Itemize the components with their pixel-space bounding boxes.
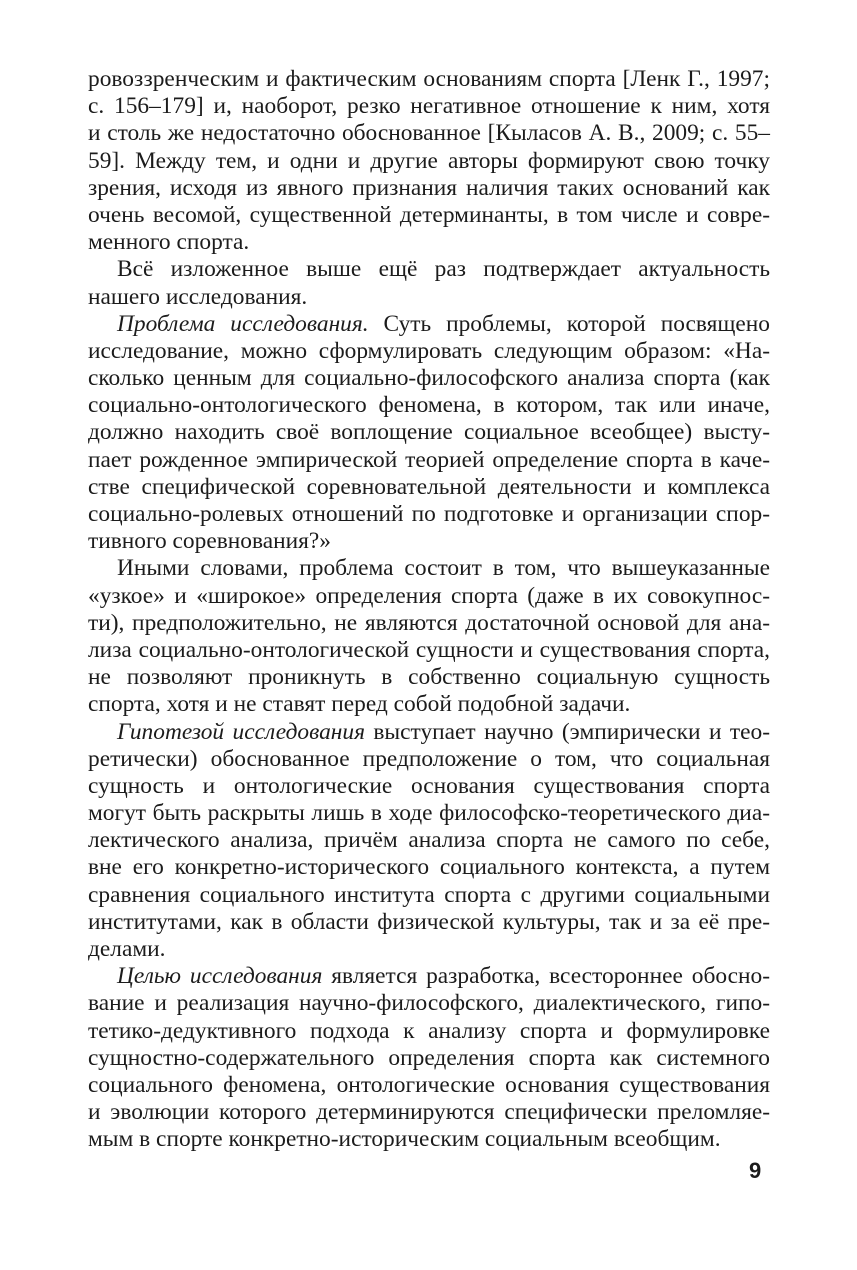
- text-line: ретически) обоснованное предположение о том, что социальная: [88, 745, 770, 772]
- text-line: вне его конкретно-исторического социального контекста, а путем: [88, 854, 770, 881]
- text-line: социального феномена, онтологические основания существования: [88, 1071, 770, 1098]
- text-run: выступает научно (эмпирически и тео-: [364, 718, 770, 745]
- page-number: 9: [749, 1158, 762, 1183]
- text-line: сколько ценным для социально-философского анализа спорта (как: [88, 365, 770, 392]
- text-line: спорта, хотя и не ставят перед собой подобной задачи.: [88, 691, 631, 718]
- text-line: [88, 963, 770, 990]
- text-line: с. 156–179] и, наоборот, резко негативное отношение к ним, хотя: [88, 93, 770, 120]
- text-line: очень весомой, существенной детерминанты, в том числе и совре-: [88, 201, 770, 228]
- text-line: социально-ролевых отношений по подготовке и организации спор-: [88, 501, 770, 527]
- paragraph: [88, 555, 770, 718]
- text-run: Суть проблемы, которой посвящено: [368, 310, 771, 337]
- text-line: и столь же недостаточно обоснованное [Кыласов А. В., 2009; с. 55–: [88, 120, 770, 147]
- page-body: [88, 66, 770, 1154]
- text-line: зрения, исходя из явного признания наличия таких оснований как: [88, 174, 770, 201]
- text-line: лектического анализа, причём анализа спорта не самого по себе,: [88, 827, 770, 854]
- text-line: 59]. Между тем, и одни и другие авторы формируют свою точку: [88, 147, 770, 174]
- text-line: сравнения социального института спорта с другими социальными: [88, 881, 770, 908]
- text-line: институтами, как в области физической культуры, так и за её пре-: [88, 908, 770, 935]
- text-line: сущностно-содержательного определения спорта как системного: [88, 1044, 770, 1071]
- text-line: мым в спорте конкретно-историческим социальным всеобщим.: [88, 1126, 721, 1153]
- text-line: и эволюции которого детерминируются специфически преломляе-: [88, 1099, 770, 1126]
- text-line: менного спорта.: [88, 229, 250, 256]
- paragraph-hypothesis: [88, 719, 770, 964]
- term-italic: Гипотезой исследования: [117, 718, 365, 745]
- paragraph: [88, 256, 770, 310]
- text-line: тетико-дедуктивного подхода к анализу спорта и формулировке: [88, 1017, 770, 1044]
- text-line: не позволяют проникнуть в собственно социальную сущность: [88, 664, 770, 691]
- text-line: ровоззренческим и фактическим основаниям спорта [Ленк Г., 1997;: [88, 66, 770, 92]
- paragraph-research-problem: [88, 311, 770, 556]
- term-italic: Проблема исследования.: [117, 310, 369, 337]
- text-line: сущность и онтологические основания существования спорта: [88, 772, 770, 799]
- text-line: Всё изложенное выше ещё раз подтверждает актуальность: [117, 256, 770, 283]
- paragraph-research-goal: [88, 963, 770, 1153]
- text-line: ти), предположительно, не являются достаточной основой для ана-: [88, 609, 770, 636]
- text-line: вание и реализация научно-философского, диалектического, гипо-: [88, 990, 770, 1017]
- text-line: исследование, можно сформулировать следующим образом: «На-: [88, 337, 770, 364]
- text-line: делами.: [88, 936, 166, 962]
- term-italic: Целью исследования: [117, 963, 323, 990]
- text-line: пает рожденное эмпирической теорией определение спорта в каче-: [88, 446, 770, 473]
- text-line: социально-онтологического феномена, в котором, так или иначе,: [88, 392, 770, 419]
- paragraph: [88, 66, 770, 256]
- text-line: [88, 719, 770, 746]
- text-line: должно находить своё воплощение социальное всеобщее) высту-: [88, 419, 770, 446]
- text-line: [88, 311, 770, 338]
- text-run: является разработка, всестороннее обосно-: [322, 963, 771, 990]
- text-line: Иными словами, проблема состоит в том, что вышеуказанные: [117, 555, 770, 582]
- text-line: стве специфической соревновательной деятельности и комплекса: [88, 473, 770, 500]
- text-line: нашего исследования.: [88, 283, 308, 310]
- text-line: тивного соревнования?»: [88, 528, 331, 555]
- text-line: лиза социально-онтологической сущности и существования спорта,: [88, 636, 770, 663]
- text-line: «узкое» и «широкое» определения спорта (даже в их совокупнос-: [88, 582, 770, 609]
- text-line: могут быть раскрыты лишь в ходе философско-теоретического диа-: [88, 800, 770, 827]
